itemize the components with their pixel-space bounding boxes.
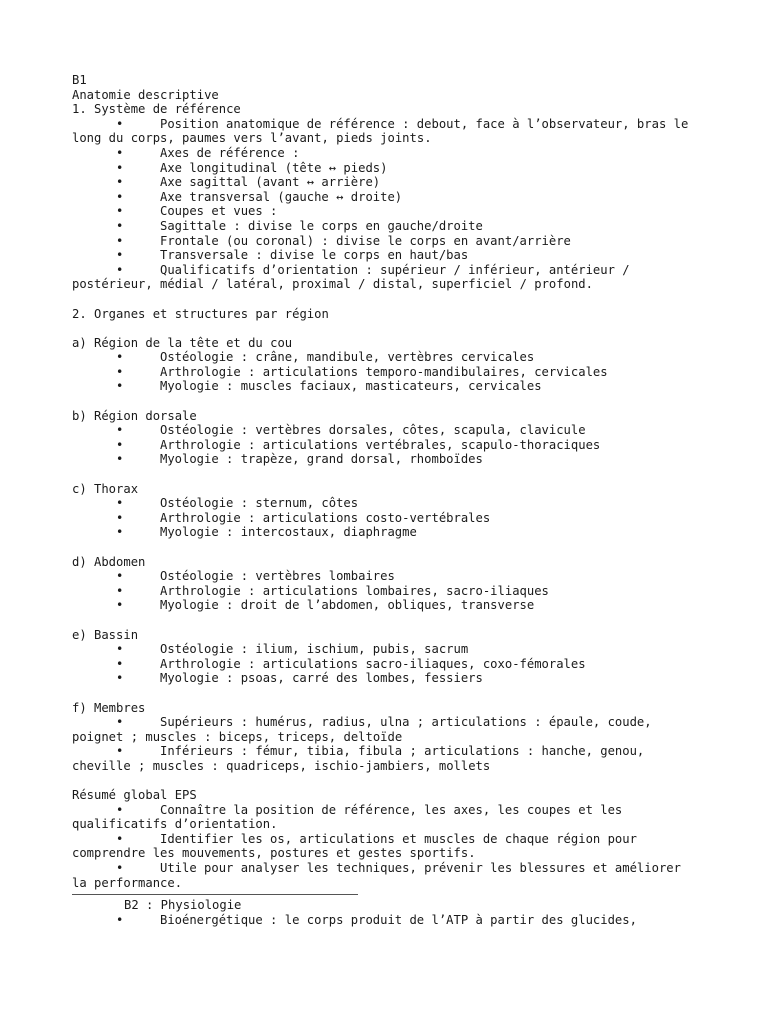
bullet-icon: •: [116, 262, 124, 277]
bullet-icon: •: [116, 671, 124, 686]
list-item: • Ostéologie : crâne, mandibule, vertèbres cervicales: [116, 350, 535, 365]
bullet-icon: •: [116, 510, 124, 525]
list-item: • Coupes et vues :: [116, 204, 278, 219]
spacer: [72, 292, 712, 307]
list-item: • Axes de référence :: [116, 145, 300, 160]
list-item: • Inférieurs : fémur, tibia, fibula ; articulations : hanche, genou, cheville ; muscles : quadriceps, ischio-jambiers, mollets: [72, 744, 652, 773]
list-item: • Ostéologie : sternum, côtes: [116, 496, 359, 511]
bullet-icon: •: [116, 802, 124, 817]
spacer: [72, 686, 712, 701]
bullet-icon: •: [116, 715, 124, 730]
bullet-icon: •: [116, 656, 124, 671]
section-heading: 1. Système de référence: [72, 102, 241, 117]
list-item: • Arthrologie : articulations lombaires, sacro-iliaques: [116, 583, 549, 598]
document-body: [72, 73, 712, 927]
bullet-icon: •: [116, 350, 124, 365]
bullet-icon: •: [116, 452, 124, 467]
bullet-icon: •: [116, 160, 124, 175]
bullet-icon: •: [116, 145, 124, 160]
bullet-icon: •: [116, 569, 124, 584]
list-item: • Sagittale : divise le corps en gauche/droite: [116, 218, 483, 233]
bullet-icon: •: [116, 642, 124, 657]
list-item: • Qualificatifs d’orientation : supérieur / inférieur, antérieur / postérieur, médial / latéral, proximal / distal, superficiel / profond.: [72, 262, 637, 292]
spacer: [72, 774, 712, 789]
spacer: [72, 613, 712, 628]
list-item: • Frontale (ou coronal) : divise le corps en avant/arrière: [116, 233, 571, 248]
bullet-icon: •: [116, 379, 124, 394]
list-item: • Ostéologie : vertèbres lombaires: [116, 569, 395, 584]
list-item: • Myologie : droit de l’abdomen, obliques, transverse: [116, 598, 535, 613]
bullet-icon: •: [116, 912, 124, 927]
spacer: [72, 321, 712, 336]
bullet-icon: •: [116, 496, 124, 511]
summary-heading: Résumé global EPS: [72, 788, 197, 803]
list-item: • Axe sagittal (avant ↔ arrière): [116, 175, 381, 190]
bullet-icon: •: [116, 116, 124, 131]
list-item: • Myologie : muscles faciaux, masticateurs, cervicales: [116, 379, 542, 394]
bullet-icon: •: [116, 583, 124, 598]
list-item: • Myologie : psoas, carré des lombes, fessiers: [116, 671, 483, 686]
bullet-icon: •: [116, 364, 124, 379]
bullet-icon: •: [116, 204, 124, 219]
list-item: • Axe transversal (gauche ↔ droite): [116, 189, 403, 204]
bullet-icon: •: [116, 189, 124, 204]
list-item: • Ostéologie : ilium, ischium, pubis, sacrum: [116, 642, 469, 657]
bullet-icon: •: [116, 423, 124, 438]
document-title: Anatomie descriptive: [72, 87, 219, 102]
bullet-icon: •: [116, 175, 124, 190]
subsection-heading: b) Région dorsale: [72, 408, 197, 423]
spacer: [72, 467, 712, 482]
subsection-heading: c) Thorax: [72, 481, 139, 496]
list-item: • Identifier les os, articulations et muscles de chaque région pour comprendre les mouvements, postures et gestes sportifs.: [72, 831, 645, 861]
list-item: • Axe longitudinal (tête ↔ pieds): [116, 160, 388, 175]
list-item: • Ostéologie : vertèbres dorsales, côtes, scapula, clavicule: [116, 423, 586, 438]
subsection-heading: e) Bassin: [72, 627, 139, 642]
list-item: • Arthrologie : articulations vertébrales, scapulo-thoraciques: [116, 437, 601, 452]
list-item: • Connaître la position de référence, les axes, les coupes et les qualificatifs d’orientation.: [72, 802, 630, 832]
spacer: [72, 540, 712, 555]
list-item: • Arthrologie : articulations temporo-mandibulaires, cervicales: [116, 364, 608, 379]
section-code: B1: [72, 73, 87, 87]
list-item: • Arthrologie : articulations sacro-iliaques, coxo-fémorales: [116, 656, 586, 671]
bullet-icon: •: [116, 861, 124, 876]
list-item: • Arthrologie : articulations costo-vertébrales: [116, 510, 491, 525]
divider: [72, 894, 358, 895]
bullet-icon: •: [116, 598, 124, 613]
spacer: [72, 394, 712, 409]
bullet-icon: •: [116, 218, 124, 233]
section-heading: B2 : Physiologie: [124, 898, 242, 913]
section-heading: 2. Organes et structures par région: [72, 306, 329, 321]
bullet-icon: •: [116, 233, 124, 248]
bullet-icon: •: [116, 744, 124, 759]
list-item: • Bioénergétique : le corps produit de l’ATP à partir des glucides,: [116, 912, 637, 927]
list-item: • Position anatomique de référence : debout, face à l’observateur, bras le long du corps, paumes vers l’avant, pieds joints.: [72, 116, 696, 146]
subsection-heading: f) Membres: [72, 700, 146, 715]
list-item: • Utile pour analyser les techniques, prévenir les blessures et améliorer la performance.: [72, 861, 689, 890]
list-item: • Supérieurs : humérus, radius, ulna ; articulations : épaule, coude, poignet ; muscles : biceps, triceps, deltoïde: [72, 715, 659, 744]
bullet-icon: •: [116, 831, 124, 846]
subsection-heading: d) Abdomen: [72, 554, 146, 569]
subsection-heading: a) Région de la tête et du cou: [72, 335, 293, 350]
bullet-icon: •: [116, 525, 124, 540]
list-item: • Myologie : intercostaux, diaphragme: [116, 525, 417, 540]
bullet-icon: •: [116, 437, 124, 452]
list-item: • Myologie : trapèze, grand dorsal, rhomboïdes: [116, 452, 483, 467]
bullet-icon: •: [116, 248, 124, 263]
list-item: • Transversale : divise le corps en haut/bas: [116, 248, 469, 263]
